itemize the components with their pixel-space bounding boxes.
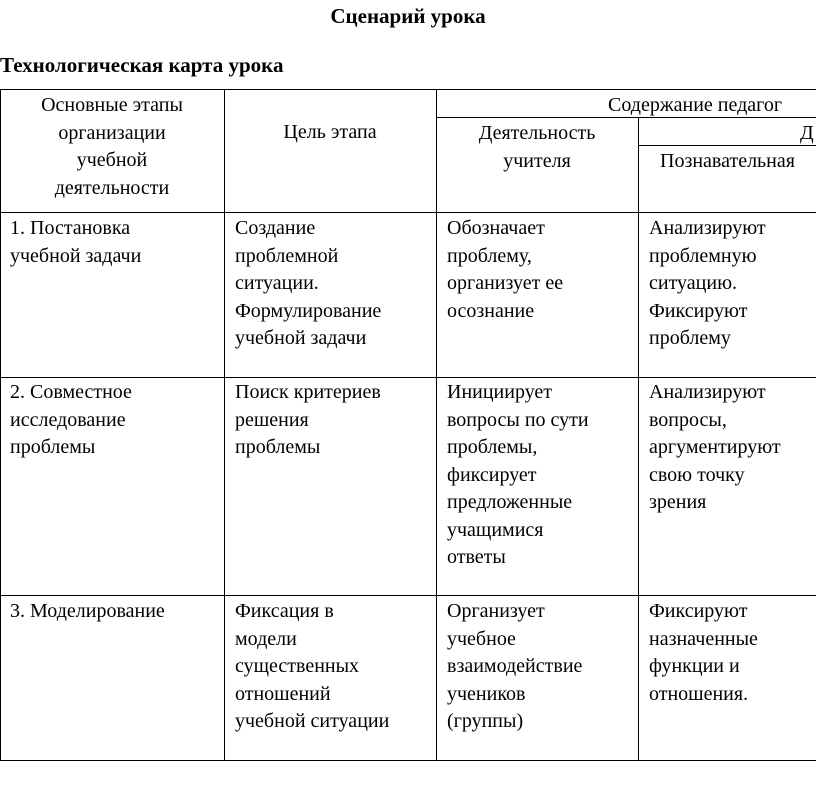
table-border-top <box>0 89 816 90</box>
header-teacher: Деятельность учителя <box>478 122 596 172</box>
table-border-bottom <box>0 760 816 761</box>
table-caption: Технологическая карта урока <box>0 53 284 77</box>
row2-stage: 2. Совместное исследование проблемы <box>10 381 132 458</box>
row1-goal: Создание проблемной ситуации. Формулирование учебной задачи <box>235 217 382 349</box>
row2-teacher: Инициирует вопросы по сути проблемы, фиксирует предложенные учащимися ответы <box>447 381 589 568</box>
table-col3-divider <box>638 117 639 761</box>
row3-goal: Фиксация в модели существенных отношений учебной ситуации <box>235 600 390 732</box>
table-row1-bottom <box>0 377 816 378</box>
page-title: Сценарий урока <box>330 4 486 28</box>
table-header-bottom <box>0 212 816 213</box>
row1-student: Анализируют проблемную ситуацию. Фиксируют проблему <box>649 217 766 349</box>
header-goal: Цель этапа <box>283 121 377 143</box>
row2-goal: Поиск критериев решения проблемы <box>235 381 381 458</box>
table-subheader-divider <box>638 145 816 146</box>
header-stages: Основные этапы организации учебной деятельности <box>41 94 183 199</box>
table-row2-bottom <box>0 595 816 596</box>
table-col2-divider <box>436 89 437 761</box>
row2-student: Анализируют вопросы, аргументируют свою точку зрения <box>649 381 781 513</box>
row1-stage: 1. Постановка учебной задачи <box>10 217 142 267</box>
table-col1-divider <box>224 89 225 761</box>
row3-stage: 3. Моделирование <box>10 600 165 622</box>
header-student: Д <box>800 122 814 144</box>
header-content: Содержание педагог <box>608 94 783 116</box>
row1-teacher: Обозначает проблему, организует ее осознание <box>447 217 564 322</box>
row3-student: Фиксируют назначенные функции и отношения. <box>649 600 758 705</box>
row3-teacher: Организует учебное взаимодействие учеников (группы) <box>447 600 583 732</box>
header-cognitive: Познавательная <box>660 150 795 172</box>
